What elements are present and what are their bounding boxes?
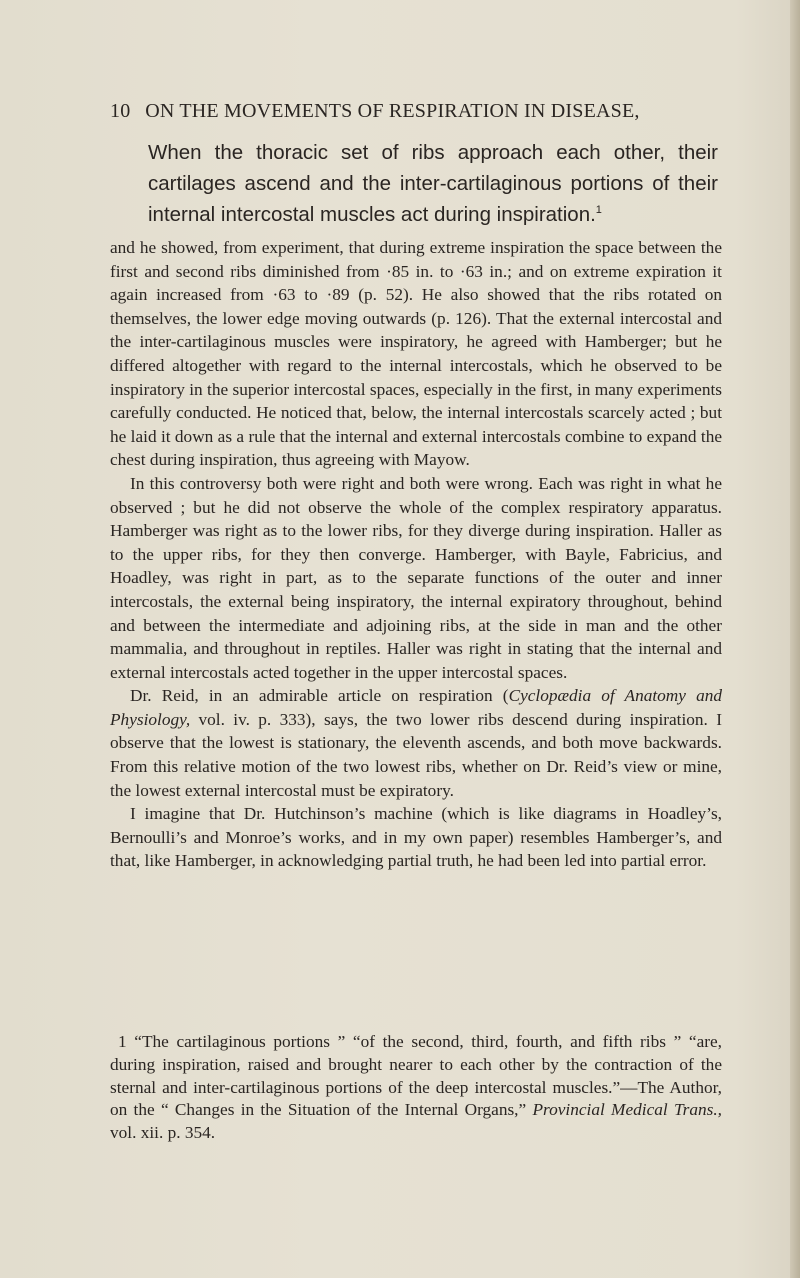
- cited-title: Cyclopædia of Anatomy and Physiology,: [110, 686, 722, 729]
- footnote-reference: 1: [595, 204, 602, 217]
- page-edge: [790, 0, 800, 1278]
- cited-journal: Provincial Medical Trans.,: [532, 1100, 722, 1120]
- page-number: 10: [110, 100, 131, 122]
- paragraph: [110, 684, 722, 802]
- paragraph: I imagine that Dr. Hutchinson’s machine (which is like diagrams in Hoadley’s, Bernoulli’s and Monroe’s works, and in my own paper) resembles Hamberger’s, and that, like Hamberger, in acknowledging partial truth, he had been led into partial error.: [110, 804, 722, 871]
- paragraph-text: vol. iv. p. 333), says, the two lower ribs descend during inspiration. I observe that the lowest is stationary, the eleventh ascends, and both move backwards. From this relative motion of the two lowest ribs, whether on Dr. Reid’s view or mine, the lowest external intercostal must be expiratory.: [110, 709, 722, 800]
- lead-text: When the thoracic set of ribs approach each other, their cartilages ascend and the inter-cartilaginous portions of their internal intercostal muscles act during inspiration.: [148, 141, 718, 226]
- footnote: [110, 1031, 722, 1145]
- quoted-lead-paragraph: [148, 137, 718, 230]
- running-header: [110, 100, 710, 123]
- paragraph: and he showed, from experiment, that during extreme inspiration the space between the first and second ribs diminished from ·85 in. to ·63 in.; and on extreme expiration it again increased from ·63 to ·89 (p. 52). He also showed that the ribs rotated on themselves, the lower edge moving outwards (p. 126). That the external intercostal and the inter-cartilaginous muscles were inspiratory, he agreed with Hamberger; but he differed altogether with regard to the internal intercostals, which he observed to be inspiratory in the superior intercostal spaces, especially in the first, in many experiments carefully conducted. He noticed that, below, the internal intercostals scarcely acted ; but he laid it down as a rule that the internal and external intercostals combine to expand the chest during inspiration, thus agreeing with Mayow.: [110, 238, 722, 470]
- running-title: ON THE MOVEMENTS OF RESPIRATION IN DISEASE,: [145, 100, 640, 122]
- footnote-text: “The cartilaginous portions ” “of the second, third, fourth, and fifth ribs ” “are, during inspiration, raised and brought nearer to each other by the contraction of the sternal and inter-cartilaginous portions of the deep intercostal muscles.”—The Author, on the “ Changes in the Situation of the Internal Organs,”: [110, 1032, 722, 1120]
- footnote-mark: 1: [118, 1032, 127, 1051]
- body-text: [110, 236, 722, 873]
- paragraph-text: Dr. Reid, in an admirable article on respiration (: [130, 686, 509, 706]
- paragraph: In this controversy both were right and both were wrong. Each was right in what he observed ; but he did not observe the whole of the complex respiratory apparatus. Hamberger was right as to the lower ribs, for they diverge during inspiration. Haller as to the upper ribs, for they then converge. Hamberger, with Bayle, Fabricius, and Hoadley, was right in part, as to the separate functions of the outer and inner intercostals, the external being inspiratory, the internal expiratory throughout, behind and between the intermediate and adjoining ribs, at the side in man and the other mammalia, and throughout in reptiles. Haller was right in stating that the internal and external intercostals acted together in the upper intercostal spaces.: [110, 473, 722, 682]
- footnote-text: vol. xii. p. 354.: [110, 1123, 216, 1143]
